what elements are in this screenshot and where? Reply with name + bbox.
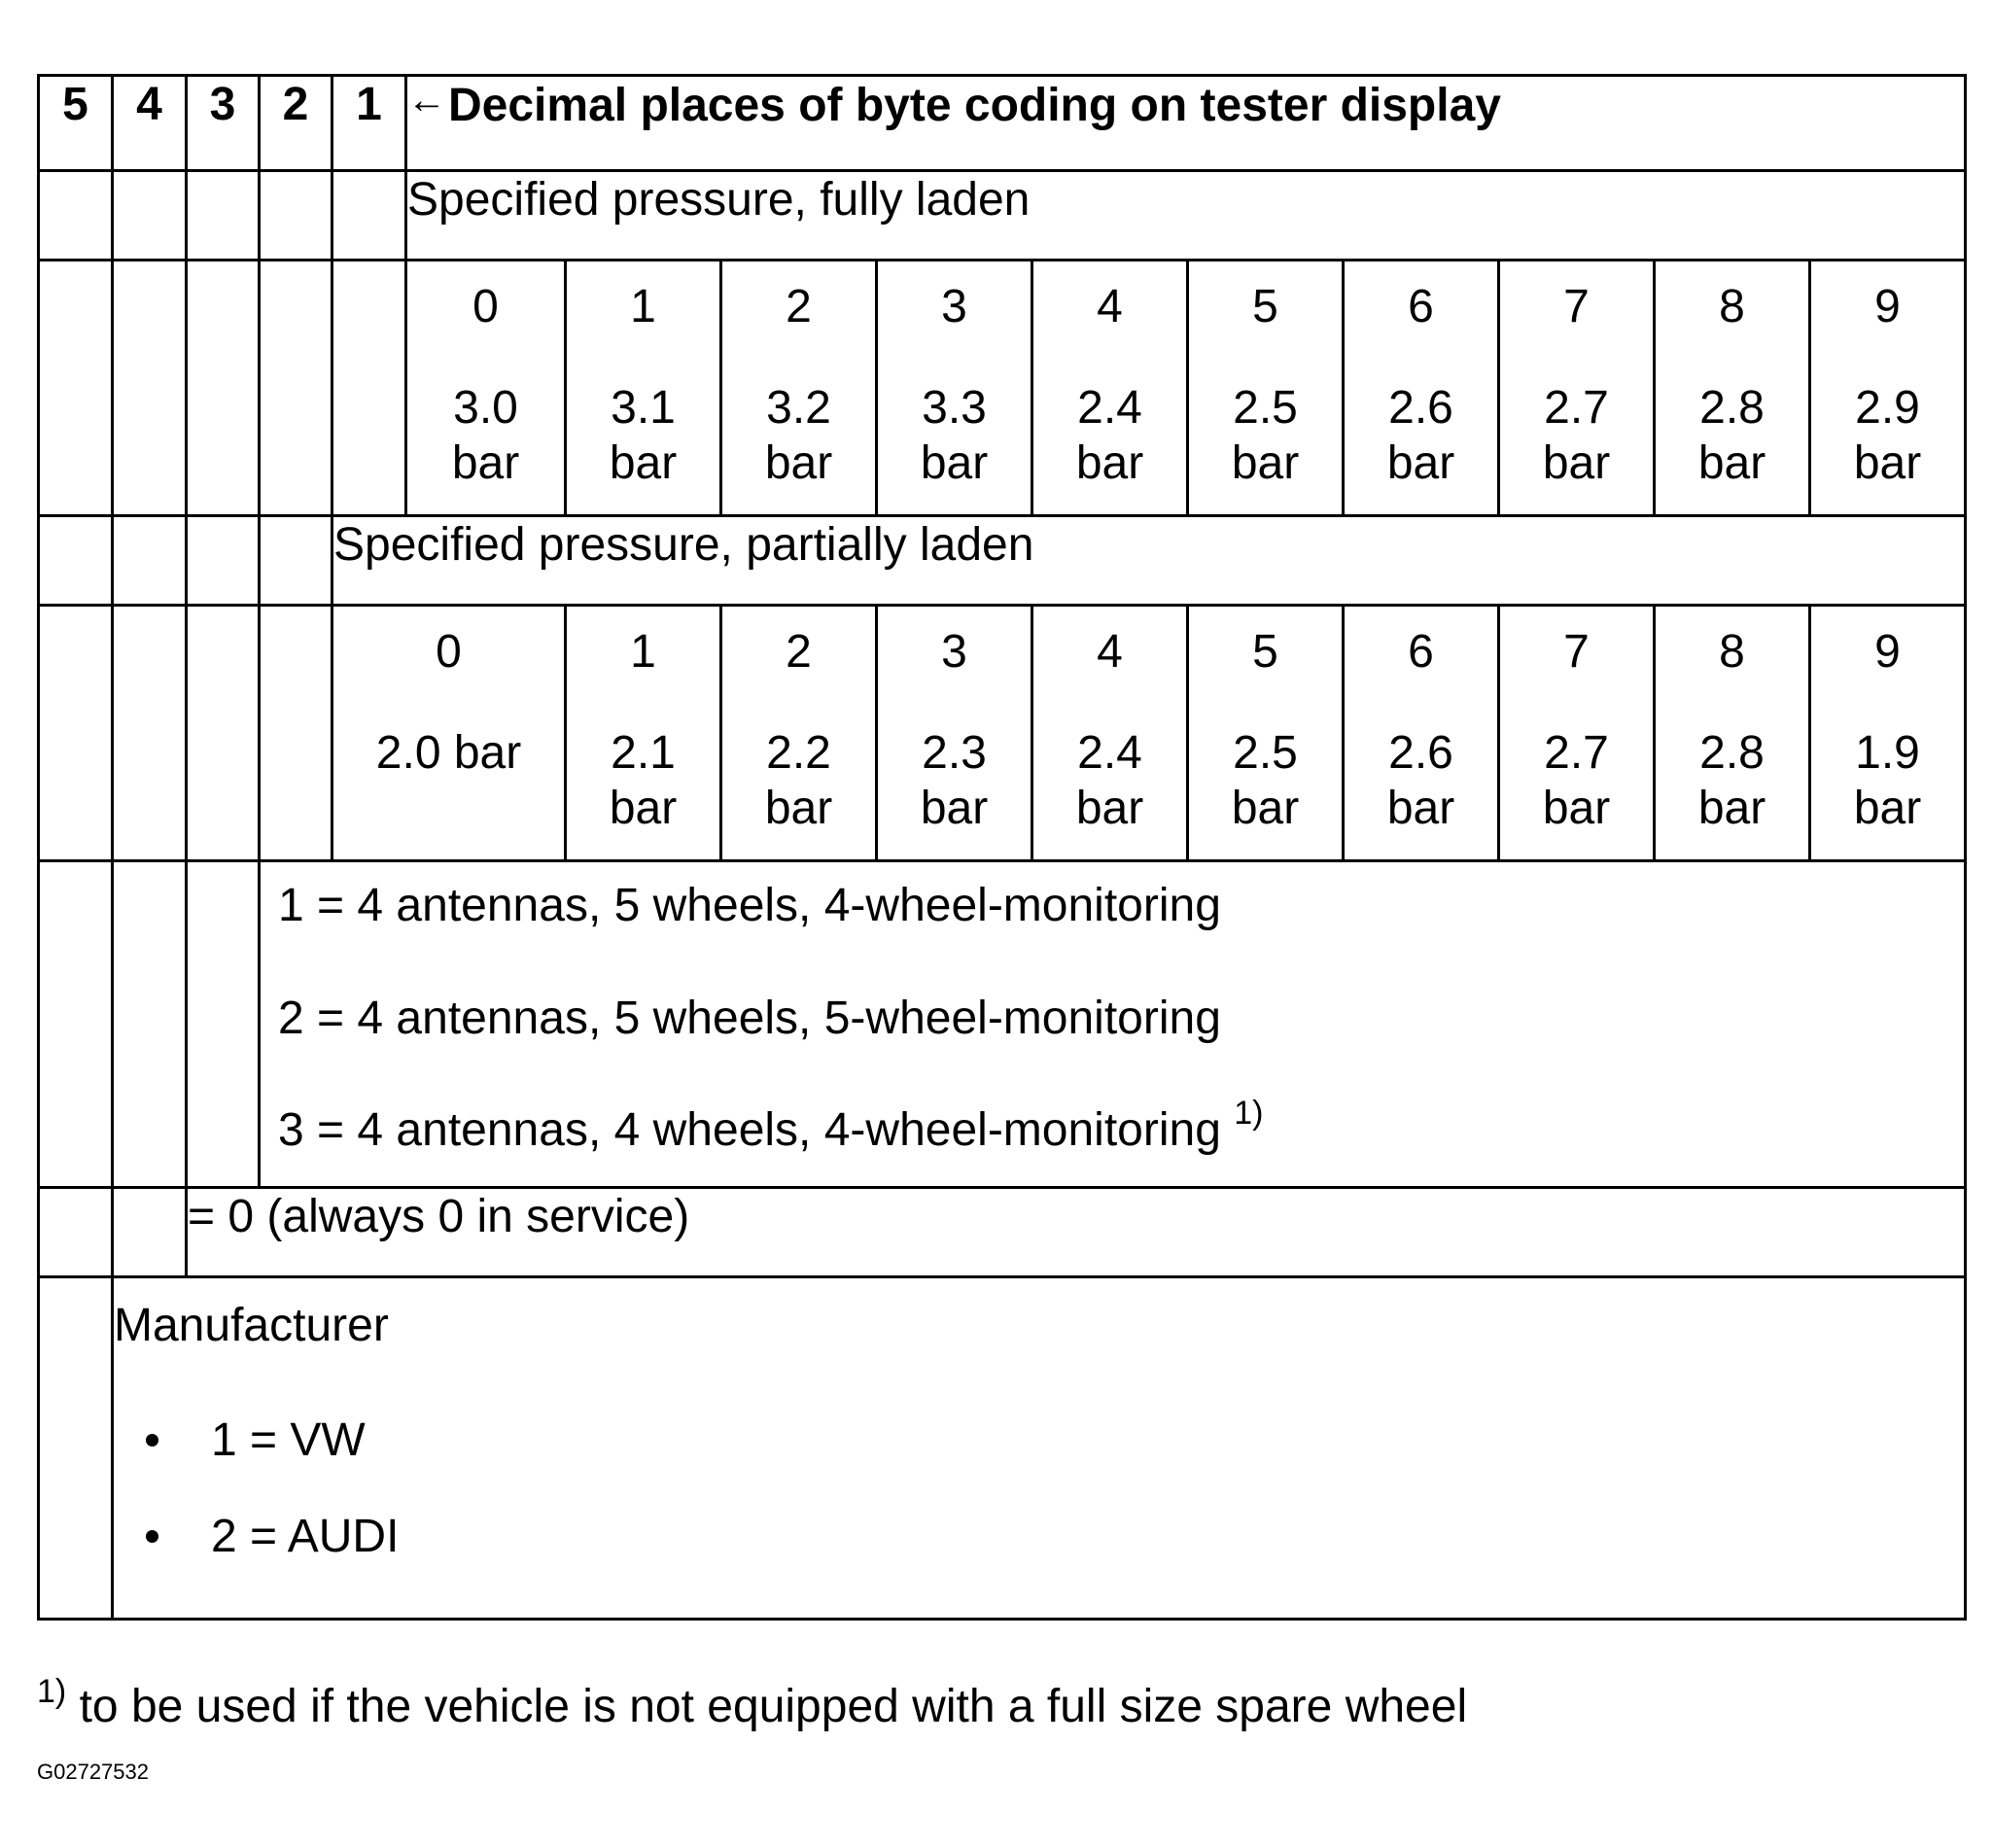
figure-id: G02727532	[37, 1760, 149, 1784]
digit-5: 5	[39, 76, 113, 171]
fully-laden-label: Specified pressure, fully laden	[406, 171, 1966, 261]
partially-laden-cell: 0 2.0 bar	[332, 606, 566, 861]
manufacturer-label: Manufacturer	[114, 1300, 389, 1351]
partially-laden-cell: 1 2.1 bar	[566, 606, 721, 861]
partially-laden-cell: 3 2.3 bar	[877, 606, 1032, 861]
fully-laden-cell: 5 2.5 bar	[1188, 261, 1344, 516]
partially-laden-cell: 7 2.7 bar	[1499, 606, 1655, 861]
footnote-text: to be used if the vehicle is not equipped with a full size spare wheel	[66, 1681, 1468, 1732]
manufacturer-list	[114, 1412, 1964, 1565]
footnote-ref: 1)	[1234, 1095, 1264, 1133]
byte-coding-table	[37, 74, 1967, 1621]
fully-laden-cell: 4 2.4 bar	[1032, 261, 1188, 516]
arrow-left-icon: ←	[407, 79, 446, 122]
footnote-marker: 1)	[37, 1673, 67, 1710]
fully-laden-cell: 9 2.9 bar	[1810, 261, 1966, 516]
partially-laden-cell: 8 2.8 bar	[1655, 606, 1810, 861]
service-row	[39, 1188, 1966, 1277]
antenna-option: 3 = 4 antennas, 4 wheels, 4-wheel-monitoring $^{1)}$	[278, 1095, 1264, 1157]
list-item: 2 = AUDI	[114, 1509, 1964, 1565]
manufacturer-cell	[113, 1277, 1966, 1620]
partially-laden-cell: 5 2.5 bar	[1188, 606, 1344, 861]
antenna-options	[260, 861, 1966, 1188]
fully-laden-cell: 1 3.1 bar	[566, 261, 721, 516]
antenna-config-row	[39, 861, 1966, 1188]
partially-laden-cell: 4 2.4 bar	[1032, 606, 1188, 861]
fully-laden-cell: 0 3.0 bar	[406, 261, 566, 516]
table-title	[406, 76, 1966, 171]
footnote	[37, 1673, 1468, 1733]
digit-4: 4	[113, 76, 187, 171]
bullet-icon	[146, 1530, 158, 1543]
partially-laden-cell: 6 2.6 bar	[1344, 606, 1499, 861]
antenna-option: 2 = 4 antennas, 5 wheels, 5-wheel-monitoring	[278, 992, 1221, 1044]
fully-laden-values-row	[39, 261, 1966, 516]
fully-laden-cell: 8 2.8 bar	[1655, 261, 1810, 516]
list-item: 1 = VW	[114, 1412, 1964, 1469]
fully-laden-cell: 6 2.6 bar	[1344, 261, 1499, 516]
partially-laden-cell: 9 1.9 bar	[1810, 606, 1966, 861]
antenna-option: 1 = 4 antennas, 5 wheels, 4-wheel-monitoring	[278, 880, 1221, 931]
fully-laden-cell: 7 2.7 bar	[1499, 261, 1655, 516]
digit-3: 3	[187, 76, 260, 171]
manufacturer-row	[39, 1277, 1966, 1620]
digit-1: 1	[332, 76, 406, 171]
header-row	[39, 76, 1966, 171]
service-note: = 0 (always 0 in service)	[187, 1188, 1966, 1277]
fully-laden-cell: 2 3.2 bar	[721, 261, 877, 516]
partially-laden-cell: 2 2.2 bar	[721, 606, 877, 861]
partially-laden-label: Specified pressure, partially laden	[332, 516, 1966, 606]
digit-2: 2	[260, 76, 332, 171]
bullet-icon	[146, 1434, 158, 1447]
fully-laden-cell: 3 3.3 bar	[877, 261, 1032, 516]
partially-laden-header-row	[39, 516, 1966, 606]
fully-laden-header-row	[39, 171, 1966, 261]
partially-laden-values-row	[39, 606, 1966, 861]
table-title-text: Decimal places of byte coding on tester display	[448, 80, 1501, 131]
